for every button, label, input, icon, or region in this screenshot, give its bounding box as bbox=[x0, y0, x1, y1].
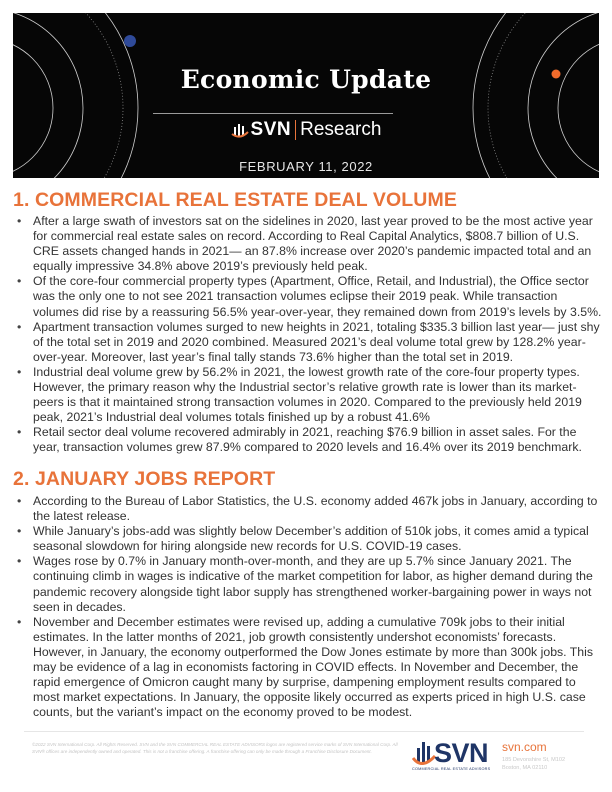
section-heading-deal-volume: 1. COMMERCIAL REAL ESTATE DEAL VOLUME bbox=[13, 189, 457, 211]
address-line-2: Boston, MA 02110 bbox=[502, 765, 548, 771]
list-item: • While January’s jobs-add was slightly below December’s addition of 510k jobs, it comes amid a typical seasonal slowdown for hiring alongside new records for U.S. COVID-19 cases. bbox=[13, 524, 603, 554]
footer-logo-subtitle: COMMERCIAL REAL ESTATE ADVISORS bbox=[412, 767, 491, 771]
list-item: • According to the Bureau of Labor Statistics, the U.S. economy added 467k jobs in January, according to the latest release. bbox=[13, 494, 603, 524]
contact-block bbox=[502, 740, 565, 772]
svn-logo-icon bbox=[231, 121, 249, 139]
report-date: FEBRUARY 11, 2022 bbox=[239, 159, 373, 174]
list-item: • Of the core-four commercial property types (Apartment, Office, Retail, and Industrial), the Office sector was the only one to not see 2021 transaction volumes eclipse their 2019 peak. While transaction volumes did rise by a reassuring 56.5% year-over-year, they remained down from 2019’s levels by 3.5%. bbox=[13, 274, 603, 319]
list-item: • Industrial deal volume grew by 56.2% in 2021, the lowest growth rate of the core-four property types. However, the primary reason why the Industrial sector’s relative growth rate is lower than its market-peers is that it maintained strong transaction volumes in 2020. Compared to the previously held 2019 peak, 2021’s Industrial deal volumes totals finished up by a robust 41.6% bbox=[13, 365, 603, 425]
jobs-report-list bbox=[13, 494, 603, 720]
page-title: Economic Update bbox=[180, 65, 432, 94]
svn-footer-logo bbox=[412, 738, 502, 774]
blue-dot-icon bbox=[124, 35, 136, 47]
brand-svn: SVN bbox=[250, 119, 292, 140]
svn-footer-logo-icon bbox=[412, 740, 436, 768]
legal-disclaimer: ©2022 SVN International Corp. All Rights Reserved. SVN and the SVN COMMERCIAL REAL ESTATE ADVISORS logos are registered service marks of SVN International Corp. All SVN® offices are independently owned and operated. This is not a franchise offering. A franchise offering can only be made through a Franchise Disclosure Document. bbox=[32, 742, 398, 755]
title-divider bbox=[153, 113, 393, 114]
section-heading-jobs-report: 2. JANUARY JOBS REPORT bbox=[13, 468, 276, 490]
list-item: • Retail sector deal volume recovered admirably in 2021, reaching $76.9 billion in asset sales. For the year, transaction volumes grew 87.9% compared to 2020 levels and 16.4% over its 2019 benchmark. bbox=[13, 425, 603, 455]
website-link[interactable]: svn.com bbox=[502, 740, 547, 754]
brand-research: Research bbox=[300, 119, 382, 140]
list-item: • November and December estimates were revised up, adding a cumulative 709k jobs to their initial estimates. In the latter months of 2021, job growth consistently undershot economists’ forecasts. However, in January, the economy outperformed the Dow Jones estimate by more than 300k jobs. This may be evidence of a lag in economists factoring in COVID effects. In November and December, the rapid emergence of Omicron caught many by surprise, dampening employment results compared to most market expectations. In January, the opposite likely occurred as experts priced in high U.S. case counts, but the variant’s impact on the economy proved to be modest. bbox=[13, 615, 603, 721]
deal-volume-list bbox=[13, 214, 603, 456]
header-banner bbox=[13, 13, 599, 178]
list-item: • Apartment transaction volumes surged to new heights in 2021, totaling $335.3 billion last year— just shy of the total set in 2019 and 2020 combined. Measured 2021’s deal volume total grew by 128.2% year-over-year. Moreover, last year’s final tally stands 73.6% higher than the total set in 2019. bbox=[13, 320, 603, 365]
address-line-1: 185 Devonshire St, M102 bbox=[502, 757, 566, 763]
orbit-decoration bbox=[13, 13, 599, 178]
list-item: • After a large swath of investors sat on the sidelines in 2020, last year proved to be the most active year for commercial real estate sales on record. According to Real Capital Analytics, $808.7 billion of U.S. CRE assets changed hands in 2021— an 87.8% increase over 2020’s pandemic impacted total and an equally impressive 34.8% above 2019’s previously held peak. bbox=[13, 214, 603, 274]
brand-separator bbox=[295, 120, 296, 140]
footer-divider bbox=[24, 731, 584, 732]
list-item: • Wages rose by 0.7% in January month-over-month, and they are up 5.7% since January 2021. The continuing climb in wages is indicative of the market competition for labor, as higher demand during the pandemic recovery alongside tight labor supply has strengthened worker-bargaining power in ways not seen in decades. bbox=[13, 554, 603, 614]
svn-research-logo bbox=[13, 119, 599, 141]
footer-logo-name: SVN bbox=[434, 738, 489, 768]
